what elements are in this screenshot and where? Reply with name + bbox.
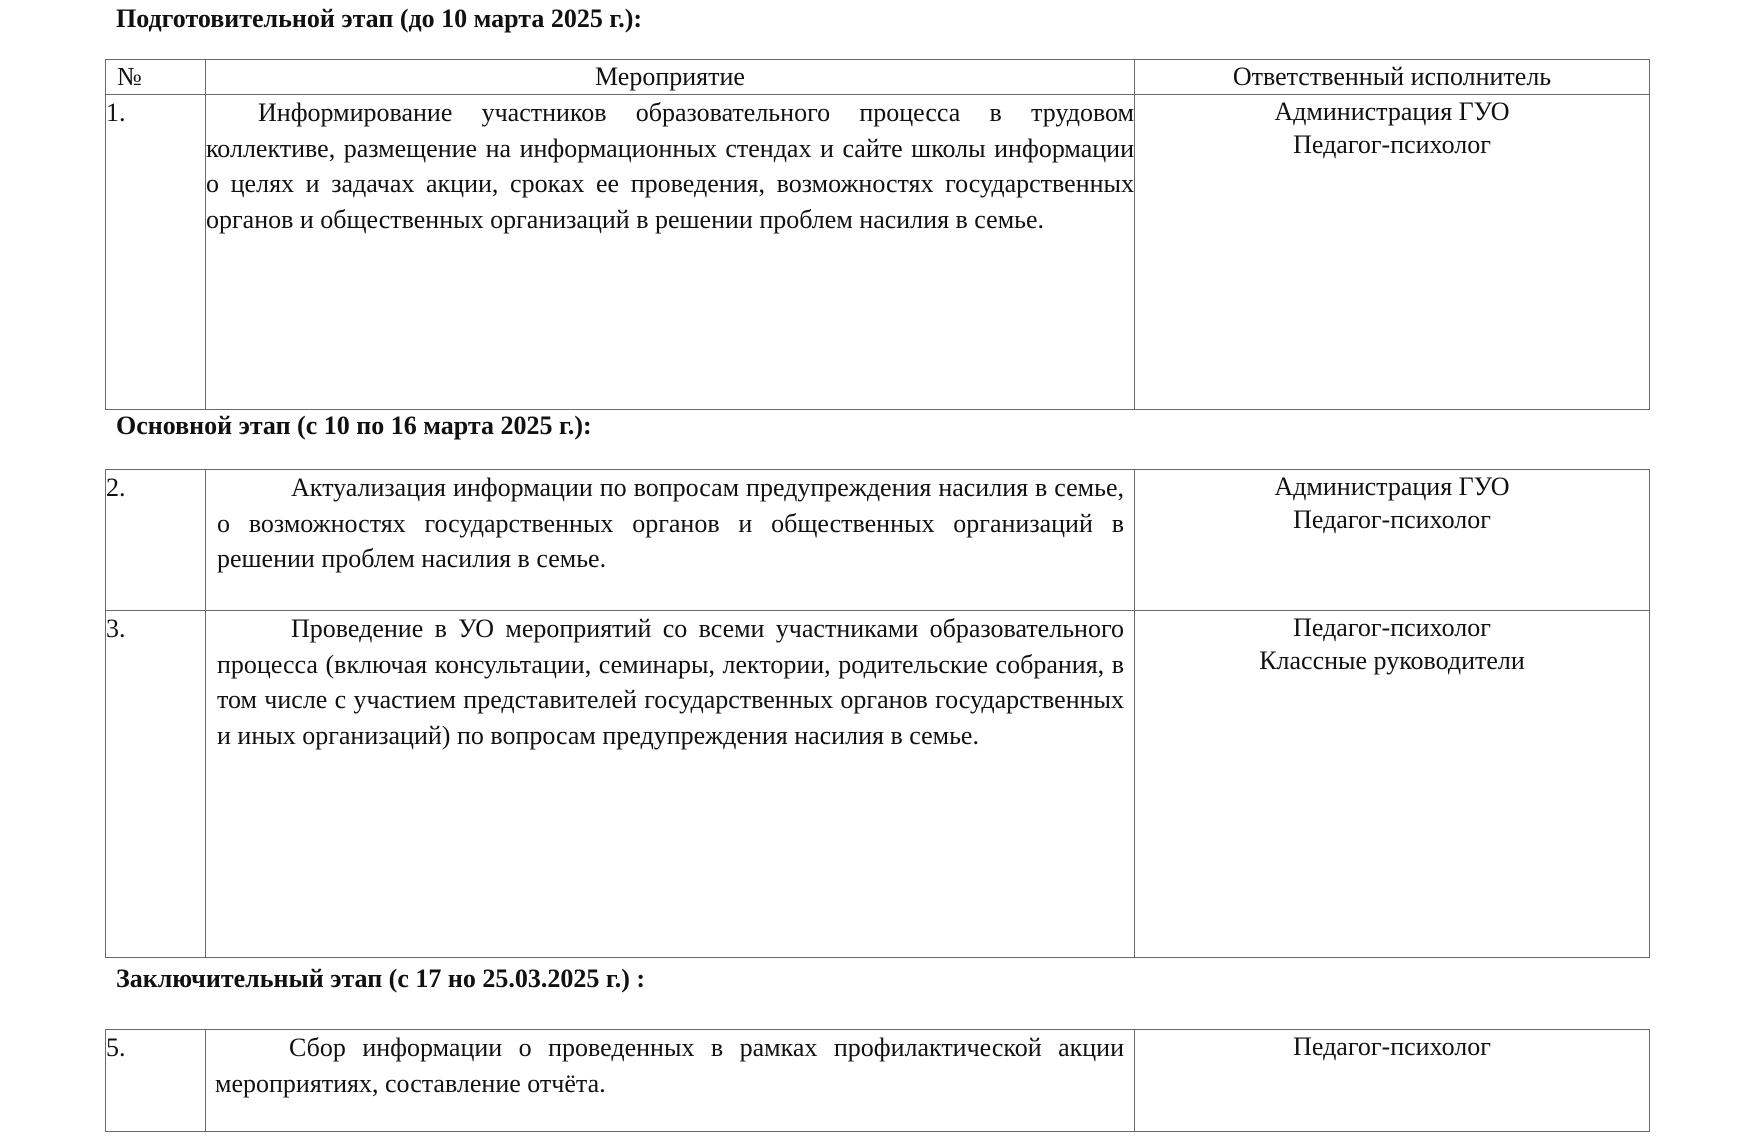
responsible-line: Администрация ГУО bbox=[1274, 97, 1510, 126]
row-number: 3. bbox=[106, 611, 206, 958]
row-number: 1. bbox=[106, 95, 206, 410]
header-responsible: Ответственный исполнитель bbox=[1135, 60, 1650, 95]
responsible-line: Администрация ГУО bbox=[1274, 472, 1510, 501]
row-number: 5. bbox=[106, 1030, 206, 1132]
main-stage-table bbox=[105, 469, 1650, 958]
stage-heading-main: Основной этап (с 10 по 16 марта 2025 г.): bbox=[116, 411, 592, 440]
table-row bbox=[106, 1030, 1650, 1132]
responsible-line: Педагог-психолог bbox=[1293, 505, 1491, 534]
row-responsible bbox=[1135, 470, 1650, 611]
header-number: № bbox=[106, 60, 206, 95]
row-event: Информирование участников образовательного процесса в трудовом коллективе, размещение на информационных стендах и сайте школы информации о целях и задачах акции, сроках ее проведения, возможностях государственных органов и общественных организаций в решении проблем насилия в семье. bbox=[206, 95, 1135, 410]
row-event: Проведение в УО мероприятий со всеми участниками образовательного процесса (включая консультации, семинары, лектории, родительские собрания, в том числе с участием представителей государственных органов государственных и иных организаций) по вопросам предупреждения насилия в семье. bbox=[206, 611, 1135, 958]
table-row bbox=[106, 470, 1650, 611]
stage-heading-preparatory: Подготовительной этап (до 10 марта 2025 г.): bbox=[116, 4, 643, 33]
row-event: Актуализация информации по вопросам предупреждения насилия в семье, о возможностях государственных органов и общественных организаций в решении проблем насилия в семье. bbox=[206, 470, 1135, 611]
preparatory-stage-table bbox=[105, 59, 1650, 410]
row-responsible bbox=[1135, 1030, 1650, 1132]
row-number: 2. bbox=[106, 470, 206, 611]
responsible-line: Педагог-психолог bbox=[1293, 130, 1491, 159]
responsible-line: Классные руководители bbox=[1259, 646, 1525, 675]
table-header-row bbox=[106, 60, 1650, 95]
row-responsible bbox=[1135, 95, 1650, 410]
header-event: Мероприятие bbox=[206, 60, 1135, 95]
row-event: Сбор информации о проведенных в рамках профилактической акции мероприятиях, составление отчёта. bbox=[206, 1030, 1135, 1132]
table-row bbox=[106, 95, 1650, 410]
responsible-line: Педагог-психолог bbox=[1293, 1032, 1491, 1061]
stage-heading-final: Заключительный этап (с 17 но 25.03.2025 г.) : bbox=[116, 964, 646, 993]
final-stage-table bbox=[105, 1029, 1650, 1132]
table-row bbox=[106, 611, 1650, 958]
row-responsible bbox=[1135, 611, 1650, 958]
responsible-line: Педагог-психолог bbox=[1293, 613, 1491, 642]
